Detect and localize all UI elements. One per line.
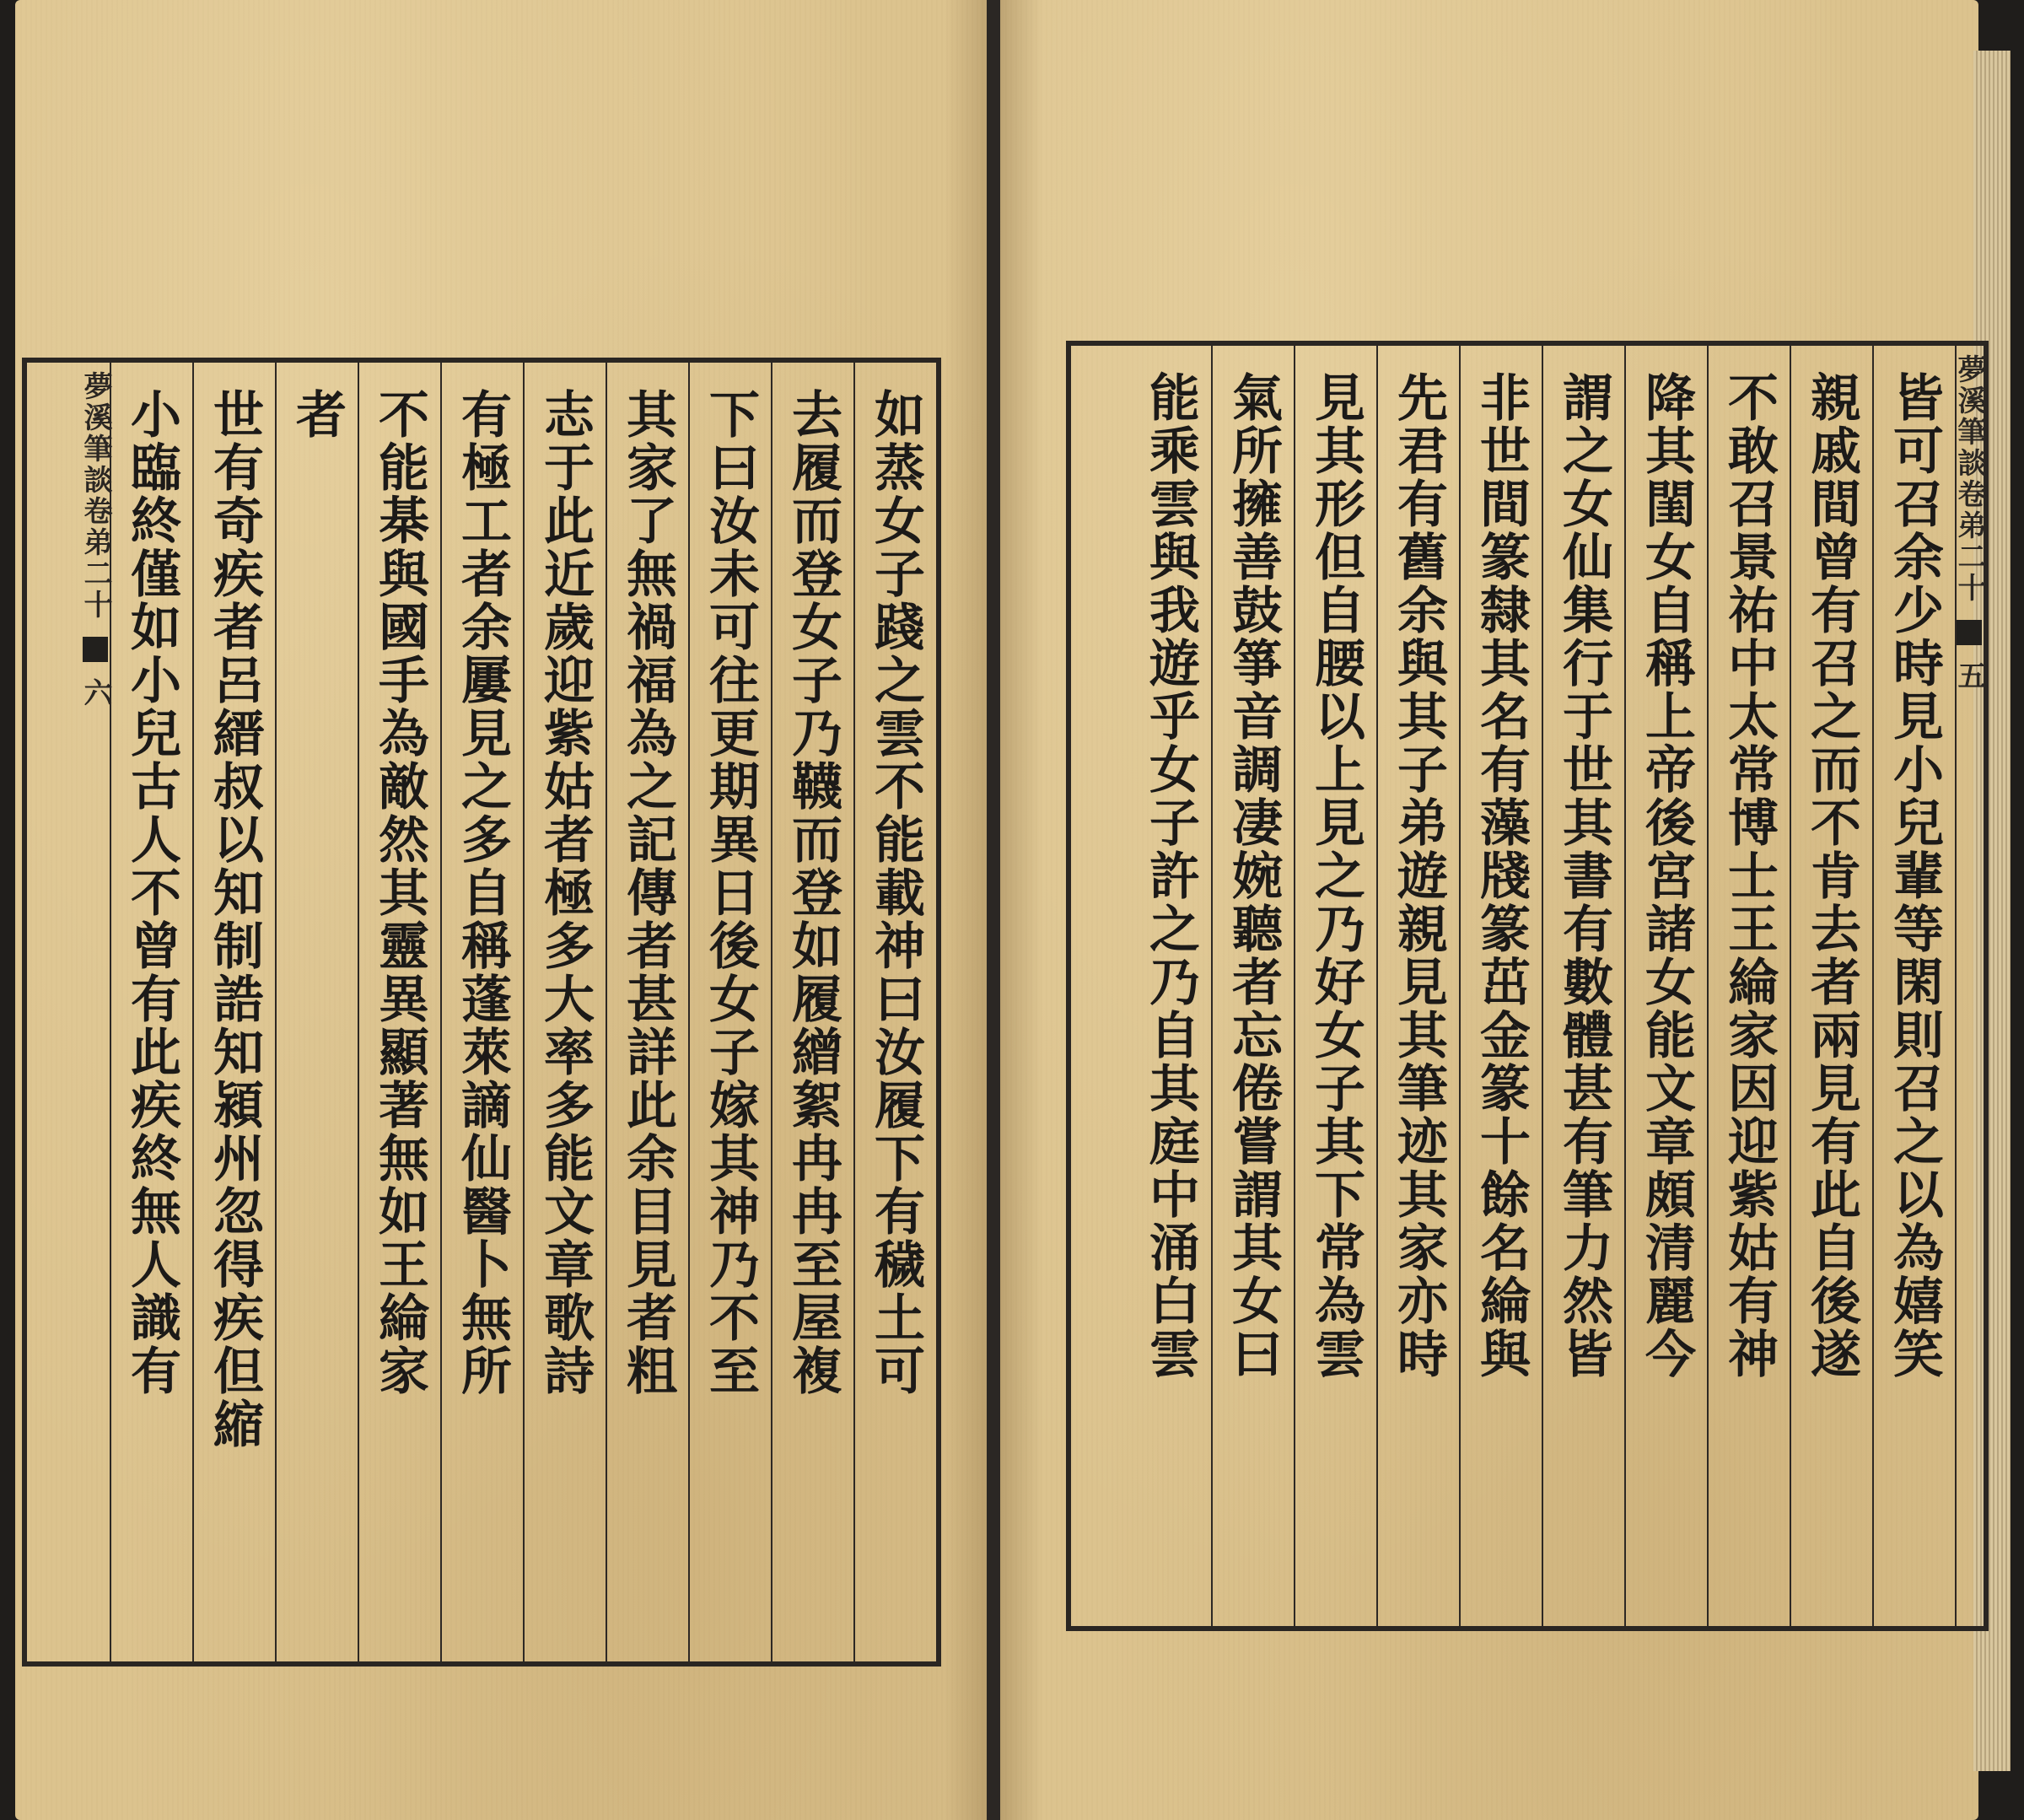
text-column: 降其閨女自稱上帝後宮諸女能文章頗清麗今 <box>1624 346 1707 1626</box>
text-column: 者 <box>275 363 358 1661</box>
banxin-title: 夢溪筆談卷弟二十 <box>1952 354 1986 604</box>
banxin-title: 夢溪筆談卷弟二十 <box>78 371 112 621</box>
left-banxin <box>78 363 112 1661</box>
text-column: 如蒸女子踐之雲不能載神曰汝履下有穢土可 <box>853 363 936 1661</box>
text-column: 不敢召景祐中太常博士王綸家因迎紫姑有神 <box>1707 346 1790 1626</box>
text-column: 下曰汝未可往更期異日後女子嫁其神乃不至 <box>688 363 771 1661</box>
banxin-number: 五 <box>1952 660 1986 692</box>
text-column: 志于此近歲迎紫姑者極多大率多能文章歌詩 <box>523 363 606 1661</box>
right-text-frame <box>1066 341 1989 1631</box>
text-column: 其家了無禍福為之記傳者甚詳此余目見者粗 <box>606 363 688 1661</box>
right-banxin <box>1952 346 1986 1626</box>
fish-tail-mark <box>1957 620 1982 645</box>
text-column: 不能棊與國手為敵然其靈異顯著無如王綸家 <box>358 363 440 1661</box>
text-column: 世有奇疾者呂縉叔以知制誥知潁州忽得疾但縮 <box>192 363 275 1661</box>
text-column: 氣所擁善鼓箏音調凄婉聽者忘倦嘗謂其女曰 <box>1211 346 1294 1626</box>
text-column: 先君有舊余與其子弟遊親見其筆迹其家亦時 <box>1376 346 1459 1626</box>
text-column: 親戚間曾有召之而不肯去者兩見有此自後遂 <box>1790 346 1872 1626</box>
fish-tail-mark <box>83 637 108 662</box>
text-column: 見其形但自腰以上見之乃好女子其下常為雲 <box>1294 346 1376 1626</box>
text-column: 小臨終僅如小兒古人不曾有此疾終無人識有 <box>110 363 192 1661</box>
text-column: 去履而登女子乃韈而登如履繒絮冉冉至屋複 <box>771 363 853 1661</box>
text-column: 皆可召余少時見小兒輩等閑則召之以為嬉笑 <box>1872 346 1955 1626</box>
text-column: 非世間篆隸其名有藻牋篆茁金篆十餘名綸與 <box>1459 346 1542 1626</box>
text-column: 能乘雲與我遊乎女子許之乃自其庭中涌白雲 <box>1141 371 1200 1381</box>
text-column: 謂之女仙集行于世其書有數體甚有筆力然皆 <box>1542 346 1624 1626</box>
text-column: 有極工者余屢見之多自稱蓬萊謫仙醫卜無所 <box>440 363 523 1661</box>
banxin-number: 六 <box>78 677 112 709</box>
left-text-frame <box>22 358 941 1667</box>
